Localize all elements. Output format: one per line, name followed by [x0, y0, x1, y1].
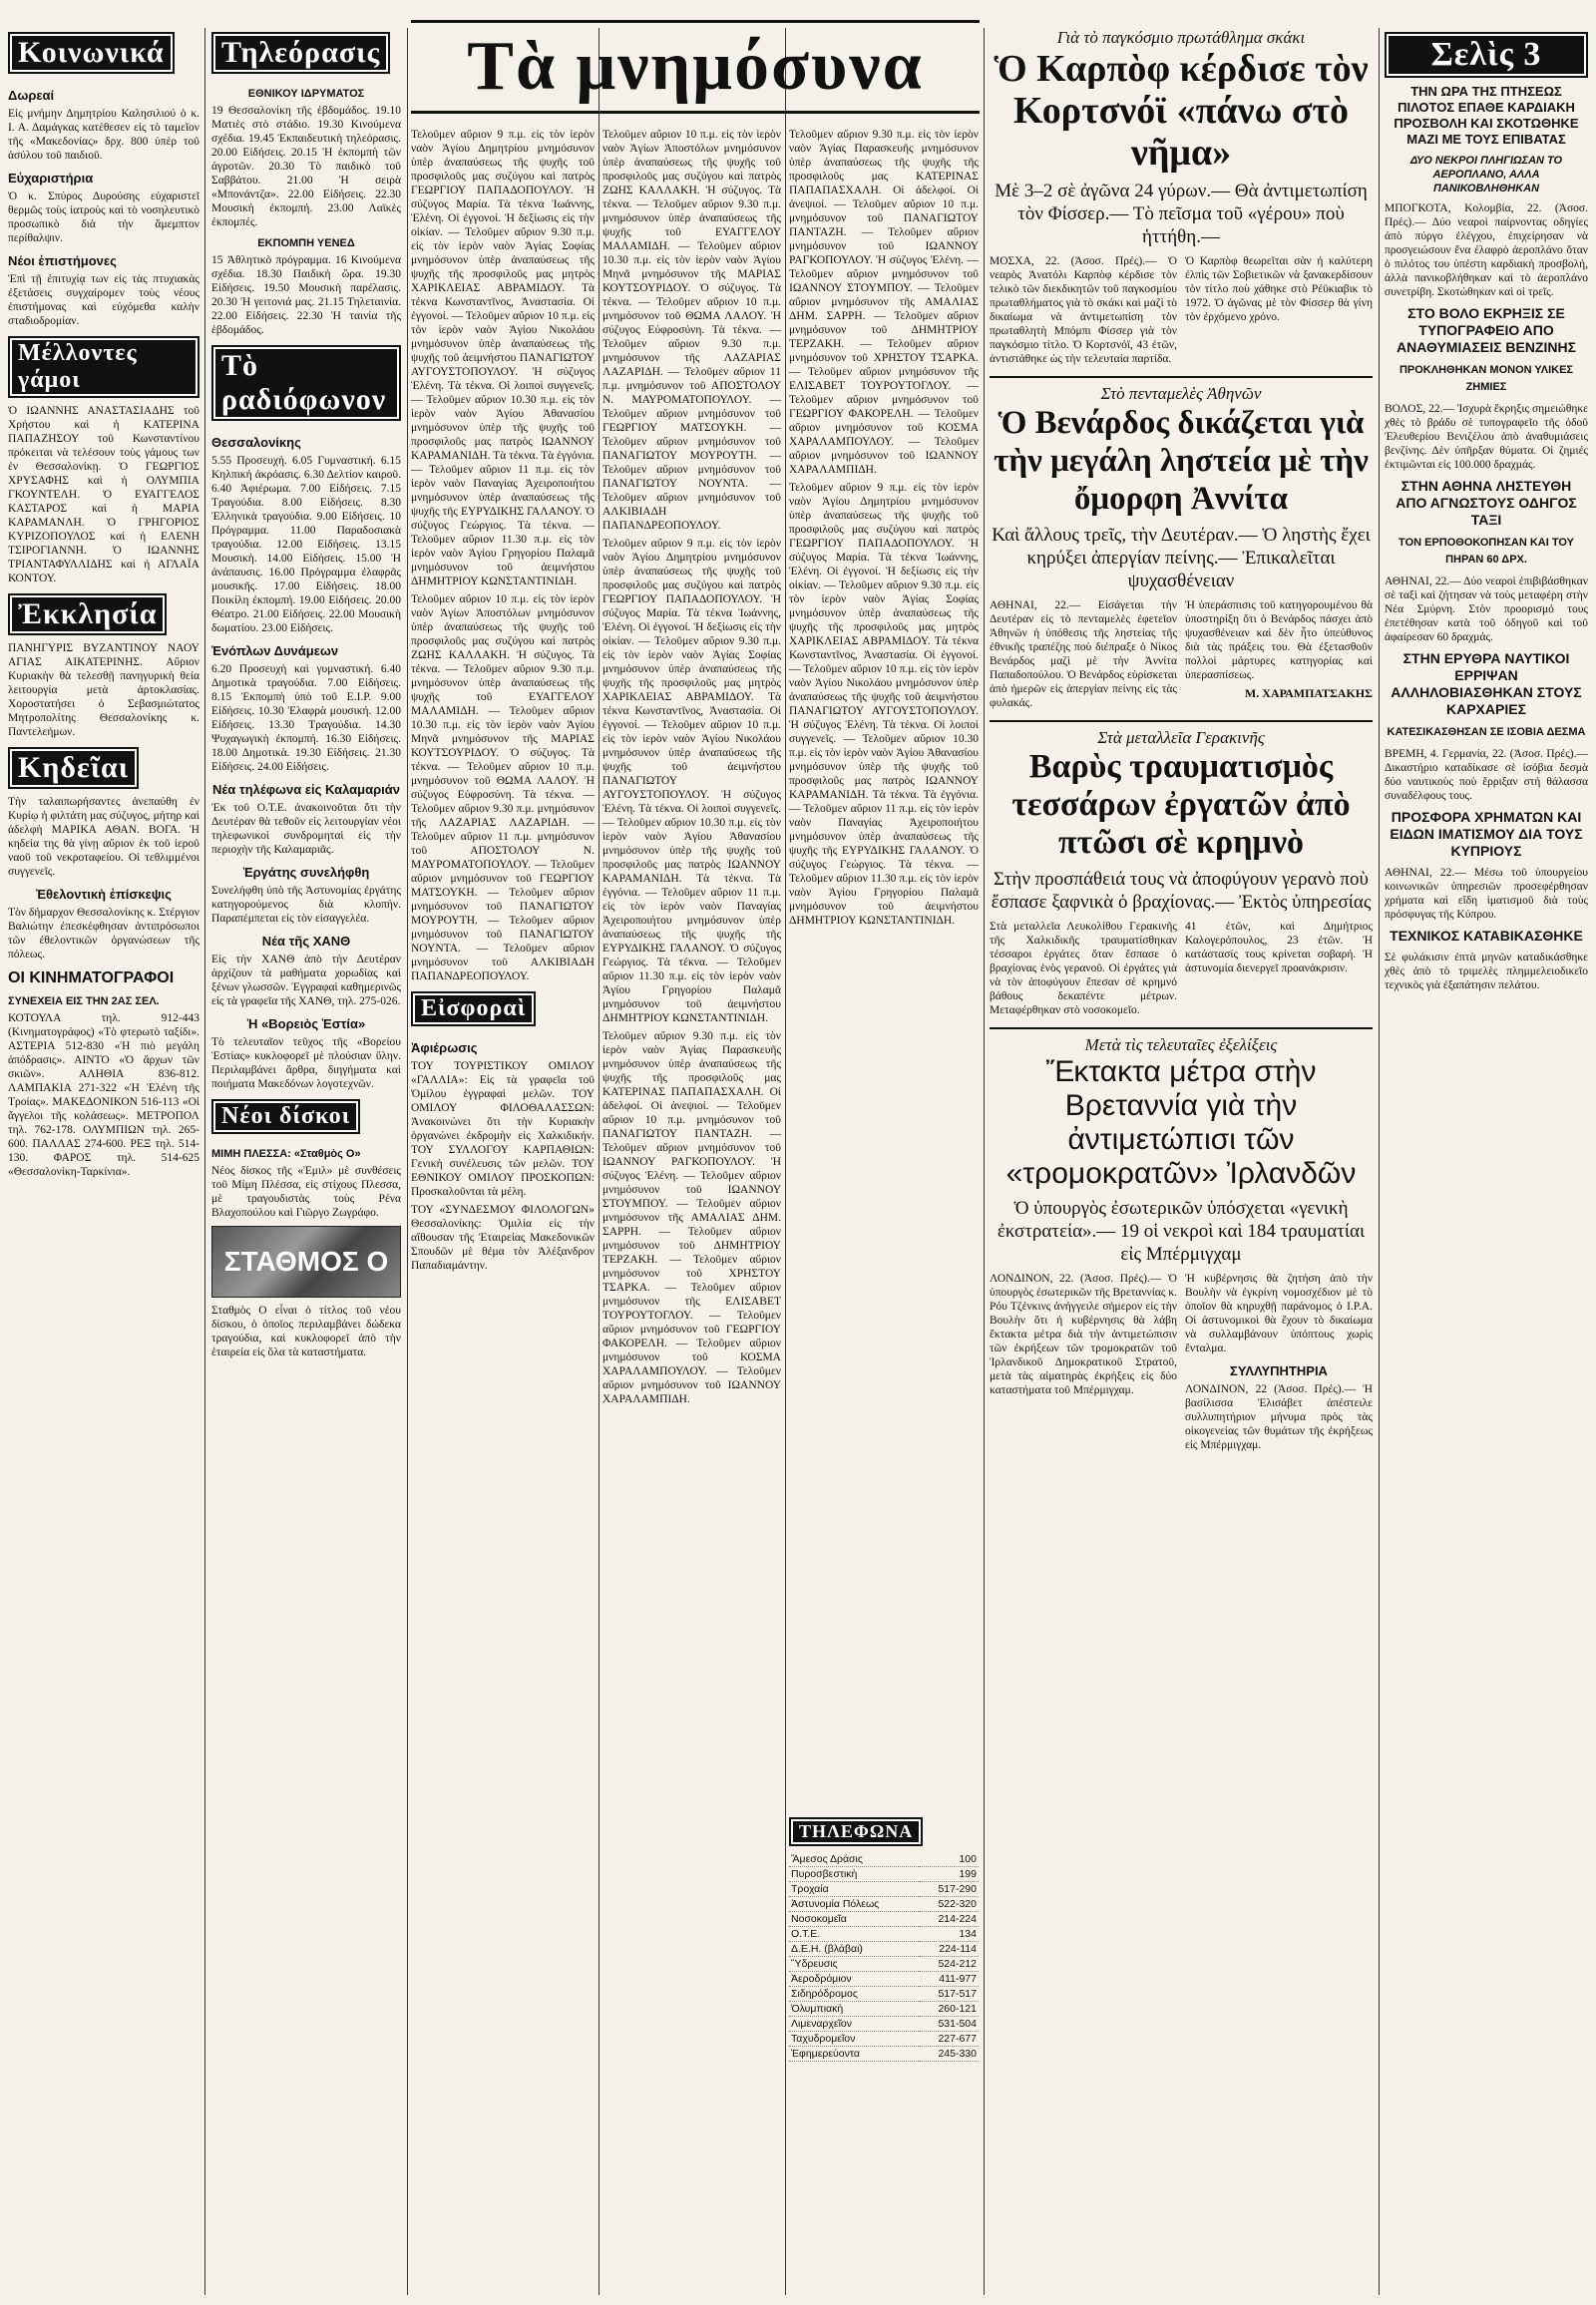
- phone-number: 224-114: [919, 1942, 979, 1957]
- article-text: Ὁ κ. Σπύρος Δυρούσης εὐχαριστεῖ θερμῶς τοὺς ἰατροὺς καὶ τὸ νοσηλευτικὸ προσωπικὸ διὰ τὴν ἄμεμπτον περίθαλψιν.: [8, 191, 200, 244]
- robbery-col2: [1185, 598, 1373, 714]
- chess-headline: Ὁ Καρπὸφ κέρδισε τὸν Κορτσνόϊ «πάνω στὸ νῆμα»: [994, 48, 1369, 174]
- britain-kicker: Μετὰ τὶς τελευταῖες ἐξελίξεις: [1084, 1035, 1278, 1054]
- phone-label: Ἄμεσος Δράσις: [789, 1852, 919, 1867]
- phone-number: 517-290: [919, 1882, 979, 1897]
- chess-kicker: Γιὰ τὸ παγκόσμιο πρωτάθλημα σκάκι: [1056, 28, 1306, 47]
- article-text: Ἐκ τοῦ Ο.Τ.Ε. ἀνακοινοῦται ὅτι τὴν Δευτέραν θὰ τεθοῦν εἰς λειτουργίαν νέοι τηλεφωνικοὶ συνδρομηταὶ εἰς τὴν περιοχὴν τῆς Καλαμαριᾶς.: [211, 802, 401, 856]
- section-subtitle: Ἀφιέρωσις: [411, 1040, 478, 1055]
- article-text: ΑΘΗΝΑΙ, 22.— Εἰσάγεται τὴν Δευτέραν εἰς τὸ πενταμελὲς ἐφετεῖον Ἀθηνῶν ἡ ὑπόθεσις τῆς ληστείας τῆς ἐθνικῆς τραπέζης ποὺ διέπραξε ὁ Νίκος Βενάρδος μαζὶ μὲ τὴν Ἀννίτα Παπαδοπούλου. Ὁ Βενάρδος εὑρίσκεται ἀπὸ ἡμερῶν εἰς ἀπεργίαν πείνης εἰς τὰς φυλακάς.: [990, 599, 1177, 709]
- britain-headline: Ἔκτακτα μέτρα στὴν Βρεταννία γιὰ τὴν ἀντιμετώπισι τῶν «τρομοκρατῶν» Ἰρλανδῶν: [1005, 1055, 1357, 1190]
- section-title: Ἐθελοντικὴ ἐπίσκεψις: [36, 887, 172, 902]
- divider: [990, 376, 1373, 378]
- memorials-title: Τὰ μνημόσυνα: [411, 20, 980, 114]
- section-title: Εὐχαριστήρια: [8, 171, 94, 186]
- byline: Μ. ΧΑΡΑΜΠΑΤΣΑΚΗΣ: [1244, 686, 1373, 700]
- phone-number: 517-517: [919, 1987, 979, 2002]
- phone-label: Σιδηρόδρομος: [789, 1987, 919, 2002]
- article-text: Ὁ ΙΩΑΝΝΗΣ ΑΝΑΣΤΑΣΙΑΔΗΣ τοῦ Χρήστου καὶ ἡ ΚΑΤΕΡΙΝΑ ΠΑΠΑΖΗΣΟΥ τοῦ Κωνσταντίνου πρόκειται νὰ τελέσουν τοὺς γάμους των ἐν Θεσσαλονίκῃ. Ὁ ΓΕΩΡΓΙΟΣ ΧΡΥΣΑΦΗΣ καὶ ἡ ΟΛΥΜΠΙΑ ΓΚΟΥΝΤΕΛΗ. Ὁ ΕΥΑΓΓΕΛΟΣ ΚΑΣΤΑΡΟΣ καὶ ἡ ΜΑΡΙΑ ΚΑΡΑΜΑΝΛΗ. Ὁ ΓΡΗΓΟΡΙΟΣ ΚΥΡΙΖΟΠΟΥΛΟΣ καὶ ἡ ΕΛΕΝΗ ΤΣΙΡΟΓΙΑΝΝΗ. Ὁ ΙΩΑΝΝΗΣ ΤΡΙΑΝΤΑΦΥΛΛΙΔΗΣ καὶ ἡ ΑΓΛΑΪΑ ΚΟΝΤΟΥ.: [8, 405, 200, 584]
- article-text: ΠΑΝΗΓΥΡΙΣ ΒΥΖΑΝΤΙΝΟΥ ΝΑΟΥ ΑΓΙΑΣ ΑΙΚΑΤΕΡΙΝΗΣ. Αὔριον Κυριακὴν θὰ τελεσθῇ πανηγυρικὴ θεία λειτουργία μετὰ ἀρτοκλασίας. Χοροστατήσει ὁ Σεβασμιώτατος Μητροπολίτης Θεσσαλονίκης κ. Παντελεήμων.: [8, 642, 200, 738]
- section-header-phones: ΤΗΛΕΦΩΝΑ: [789, 1817, 923, 1846]
- phone-number: 100: [919, 1852, 979, 1867]
- article-text: ΒΡΕΜΗ, 4. Γερμανία, 22. (Ἀσοσ. Πρές).— Δικαστήριο καταδίκασε σὲ ἰσόβια δεσμὰ δύο ναυτικοὺς ποὺ ἔρριξαν στὴ θάλασσα συναδέλφους τους.: [1385, 748, 1588, 802]
- mine-kicker: Στὰ μεταλλεῖα Γερακινῆς: [1097, 728, 1265, 747]
- phone-row: [789, 1942, 979, 1957]
- memorial-notices: Τελοῦμεν αὔριον 9 π.μ. εἰς τὸν ἱερὸν ναὸν Ἁγίου Δημητρίου μνημόσυνον ὑπὲρ ἀναπαύσεως τῆς ψυχῆς τοῦ προσφιλοῦς μας συζύγου καὶ πατρὸς ΓΕΩΡΓΙΟΥ ΠΑΠΑΔΟΠΟΥΛΟΥ. Ἡ σύζυγος Μαρία. Τὰ τέκνα Ἰωάννης, Ἑλένη. Οἱ ἐγγονοί. Ἡ δεξίωσις εἰς τὴν οἰκίαν. — Τελοῦμεν αὔριον 9.30 π.μ. εἰς τὸν ἱερὸν ναὸν Ἁγίας Σοφίας μνημόσυνον ὑπὲρ ἀναπαύσεως τῆς ψυχῆς τῆς προσφιλοῦς μας μητρὸς ΧΑΡΙΚΛΕΙΑΣ ΑΒΡΑΜΙΔΟΥ. Τὰ τέκνα Κωνσταντῖνος, Ἀναστασία. Οἱ ἐγγονοί. — Τελοῦμεν αὔριον 10 π.μ. εἰς τὸν ἱερὸν ναὸν Ἁγίου Νικολάου μνημόσυνον ὑπὲρ ἀναπαύσεως τῆς ψυχῆς τοῦ ἀειμνήστου ΠΑΝΑΓΙΩΤΟΥ ΑΥΓΟΥΣΤΟΠΟΥΛΟΥ. Ἡ σύζυγος Ἑλένη. Τὰ τέκνα. Οἱ λοιποὶ συγγενεῖς. — Τελοῦμεν αὔριον 10.30 π.μ. εἰς τὸν ἱερὸν ναὸν Ἁγίου Ἀθανασίου μνημόσυνον ὑπὲρ τῆς ψυχῆς τοῦ προσφιλοῦς μας πατρὸς ΙΩΑΝΝΟΥ ΚΑΡΑΜΑΝΙΔΗ. Τὰ τέκνα. Τὰ ἐγγόνια. — Τελοῦμεν αὔριον 11 π.μ. εἰς τὸν ἱερὸν ναὸν Παναγίας Ἀχειροποιήτου μνημόσυνον ὑπὲρ ἀναπαύσεως τῆς ψυχῆς τῆς ΕΥΡΥΔΙΚΗΣ ΓΑΛΑΝΟΥ. Ὁ σύζυγος Γεώργιος. Τὰ τέκνα. — Τελοῦμεν αὔριον 11.30 π.μ. εἰς τὸν ἱερὸν ναὸν Ἁγίου Γρηγορίου Παλαμᾶ μνημόσυνον τοῦ ἀειμνήστου ΔΗΜΗΤΡΙΟΥ ΚΩΝΣΤΑΝΤΙΝΙΔΗ.: [411, 129, 595, 587]
- brief-headline: ΤΕΧΝΙΚΟΣ ΚΑΤΑΒΙΚΑΣΘΗΚΕ: [1390, 928, 1583, 944]
- section-title: Νέοι ἐπιστήμονες: [8, 253, 117, 268]
- memorials-col-a: [411, 128, 595, 2295]
- article-text: ΛΟΝΔΙΝΟΝ, 22 (Ἀσοσ. Πρές).— Ἡ βασίλισσα Ἐλισάβετ ἀπέστειλε συλλυπητήριον μήνυμα πρὸς τὰς οἰκογενείας τῶν θυμάτων τῆς ἐκρήξεως εἰς Μπέρμιγχαμ.: [1185, 1383, 1373, 1451]
- article-text: Ἡ κυβέρνησις θὰ ζητήση ἀπὸ τὴν Βουλὴν νὰ ἐγκρίνη νομοσχέδιον μὲ τὸ ὁποῖον θὰ κηρυχθῇ παράνομος ὁ Ι.Ρ.Α. Οἱ ἀστυνομικοὶ θὰ ἔχουν τὸ δικαίωμα νὰ συλλαμβάνουν ὑπόπτους χωρὶς ἔνταλμα.: [1185, 1273, 1373, 1354]
- article-text: Τὸ τελευταῖον τεῦχος τῆς «Βορείου Ἑστίας» κυκλοφορεῖ μὲ πλούσιαν ὕλην. Περιλαμβάνει ἄρθρα, διηγήματα καὶ ποιήματα Μακεδόνων λογοτεχνῶν.: [211, 1036, 401, 1090]
- section-subtitle: ΣΥΛΛΥΠΗΤΗΡΙΑ: [1230, 1363, 1328, 1378]
- phone-row: [789, 2032, 979, 2047]
- phone-number: 134: [919, 1927, 979, 1942]
- phone-label: Ταχυδρομεῖον: [789, 2032, 919, 2047]
- chess-deck: Μὲ 3–2 σὲ ἀγῶνα 24 γύρων.— Θὰ ἀντιμετωπίση τὸν Φίσσερ.— Τὸ πεῖσμα τοῦ «γέρου» ποὺ ἡττήθη.—: [995, 181, 1368, 247]
- section-header-ekklisia: Ἐκκλησία: [8, 593, 167, 635]
- phone-label: Ὕδρευσις: [789, 1957, 919, 1972]
- phone-number: 531-504: [919, 2017, 979, 2032]
- phone-row: [789, 1927, 979, 1942]
- memorial-notices: Τελοῦμεν αὔριον 9 π.μ. εἰς τὸν ἱερὸν ναὸν Ἁγίου Δημητρίου μνημόσυνον ὑπὲρ ἀναπαύσεως τῆς ψυχῆς τοῦ προσφιλοῦς μας συζύγου καὶ πατρὸς ΓΕΩΡΓΙΟΥ ΠΑΠΑΔΟΠΟΥΛΟΥ. Ἡ σύζυγος Μαρία. Τὰ τέκνα Ἰωάννης, Ἑλένη. Οἱ ἐγγονοί. Ἡ δεξίωσις εἰς τὴν οἰκίαν. — Τελοῦμεν αὔριον 9.30 π.μ. εἰς τὸν ἱερὸν ναὸν Ἁγίας Σοφίας μνημόσυνον ὑπὲρ ἀναπαύσεως τῆς ψυχῆς τῆς προσφιλοῦς μας μητρὸς ΧΑΡΙΚΛΕΙΑΣ ΑΒΡΑΜΙΔΟΥ. Τὰ τέκνα Κωνσταντῖνος, Ἀναστασία. Οἱ ἐγγονοί. — Τελοῦμεν αὔριον 10 π.μ. εἰς τὸν ἱερὸν ναὸν Ἁγίου Νικολάου μνημόσυνον ὑπὲρ ἀναπαύσεως τῆς ψυχῆς τοῦ ἀειμνήστου ΠΑΝΑΓΙΩΤΟΥ ΑΥΓΟΥΣΤΟΠΟΥΛΟΥ. Ἡ σύζυγος Ἑλένη. Τὰ τέκνα. Οἱ λοιποὶ συγγενεῖς. — Τελοῦμεν αὔριον 10.30 π.μ. εἰς τὸν ἱερὸν ναὸν Ἁγίου Ἀθανασίου μνημόσυνον ὑπὲρ τῆς ψυχῆς τοῦ προσφιλοῦς μας πατρὸς ΙΩΑΝΝΟΥ ΚΑΡΑΜΑΝΙΔΗ. Τὰ τέκνα. Τὰ ἐγγόνια. — Τελοῦμεν αὔριον 11 π.μ. εἰς τὸν ἱερὸν ναὸν Παναγίας Ἀχειροποιήτου μνημόσυνον ὑπὲρ ἀναπαύσεως τῆς ψυχῆς τῆς ΕΥΡΥΔΙΚΗΣ ΓΑΛΑΝΟΥ. Ὁ σύζυγος Γεώργιος. Τὰ τέκνα. — Τελοῦμεν αὔριον 11.30 π.μ. εἰς τὸν ἱερὸν ναὸν Ἁγίου Γρηγορίου Παλαμᾶ μνημόσυνον τοῦ ἀειμνήστου ΔΗΜΗΤΡΙΟΥ ΚΩΝΣΤΑΝΤΙΝΙΔΗ.: [602, 538, 781, 1024]
- phone-row: [789, 2047, 979, 2062]
- column-news: [990, 28, 1373, 2295]
- phone-row: [789, 1867, 979, 1882]
- section-title: Δωρεαί: [8, 88, 55, 103]
- article-text: Εἰς μνήμην Δημητρίου Καλησιλιού ὁ κ. Ι. Α. Δαμάγκας κατέθεσεν εἰς τὸ ταμεῖον τῆς «Μακεδονίας» δρχ. 800 ὑπὲρ τοῦ ἀσύλου τοῦ παιδιοῦ.: [8, 108, 200, 162]
- article-text: Ἐπὶ τῇ ἐπιτυχίᾳ των εἰς τὰς πτυχιακὰς ἐξετάσεις συγχαίρομεν τοὺς νέους ἐπιστήμονας καὶ εὐχόμεθα καλὴν σταδιοδρομίαν.: [8, 273, 200, 327]
- article-text: 15 Ἀθλητικὸ πρόγραμμα. 16 Κινούμενα σχέδια. 18.30 Παιδικὴ ὥρα. 19.30 Εἰδήσεις. 19.50 Μουσικὴ παρέλασις. 20.30 Ἡ γειτονιά μας. 21.15 Τηλεταινία. 22.00 Εἰδήσεις. 22.30 Ἡ ταινία τῆς ἑβδομάδος.: [211, 254, 401, 336]
- article-text: 6.20 Προσευχὴ καὶ γυμναστική. 6.40 Δημοτικὰ τραγούδια. 7.00 Εἰδήσεις. 8.15 Ἐκπομπὴ ὑπὸ τοῦ Ε.Ι.Ρ. 9.00 Εἰδήσεις. 10.30 Ἐλαφρὰ μουσική. 12.00 Εἰδήσεις. 13.30 Τραγούδια. 14.30 Ψυχαγωγικὴ ἐκπομπή. 16.30 Εἰδήσεις. 18.00 Δημοτικὰ. 19.30 Εἰδήσεις. 21.30 Εἰδήσεις. 24.00 Εἰδήσεις.: [211, 663, 401, 773]
- brief-headline: ΠΡΟΣΦΟΡΑ ΧΡΗΜΑΤΩΝ ΚΑΙ ΕΙΔΩΝ ΙΜΑΤΙΣΜΟΥ ΔΙΑ ΤΟΥΣ ΚΥΠΡΙΟΥΣ: [1390, 809, 1583, 859]
- section-header-kideies: Κηδεῖαι: [8, 747, 139, 789]
- article-text: Ὁ Καρπὸφ θεωρεῖται σὰν ἡ καλύτερη ἐλπὶς τῶν Σοβιετικῶν νὰ ξανακερδίσουν τὸν τίτλο ποὺ χάθηκε στὸ Ρέϋκιαβικ τὸ 1972. Ὁ ἀγῶνας μὲ τὸν Φίσσερ θὰ γίνη τὸν ἐρχόμενο χρόνο.: [1185, 255, 1373, 323]
- divider: [990, 1027, 1373, 1029]
- brief-headline: ΣΤΗΝ ΑΘΗΝΑ ΛΗΣΤΕΥΘΗ ΑΠΟ ΑΓΝΩΣΤΟΥΣ ΟΔΗΓΟΣ ΤΑΞΙ: [1396, 478, 1577, 528]
- phone-label: Ἀεροδρόμιον: [789, 1972, 919, 1987]
- brief-subhead: ΚΑΤΕΣΙΚΑΣΘΗΣΑΝ ΣΕ ΙΣΟΒΙΑ ΔΕΣΜΑ: [1387, 726, 1586, 738]
- article-text: ΜΠΟΓΚΟΤΑ, Κολομβία, 22. (Ἀσοσ. Πρές).— Δύο νεαροὶ παίρνοντας οδηγίες ἀπὸ πύργο ἐλέγχου, ἐπιχείρησαν νὰ προσγειώσουν ἕνα ἐλαφρὸ ἀεροπλάνο ὅταν ὁ πιλότος του ὑπέστη καρδιακὴ προσβολή, ἀλλὰ πανικοβλήθηκαν καὶ τὸ ἀεροπλάνο συνετρίβη. Σκοτώθηκαν καὶ οἱ τρεῖς.: [1385, 202, 1588, 298]
- memorial-notices: Τελοῦμεν αὔριον 10 π.μ. εἰς τὸν ἱερὸν ναὸν Ἁγίων Ἀποστόλων μνημόσυνον ὑπὲρ ἀναπαύσεως τῆς ψυχῆς τοῦ προσφιλοῦς μας συζύγου καὶ πατρὸς ΖΩΗΣ ΚΑΛΛΑΚΗ. Ἡ σύζυγος. Τὰ τέκνα. — Τελοῦμεν αὔριον 9.30 π.μ. μνημόσυνον ὑπὲρ ἀναπαύσεως τῆς ψυχῆς τοῦ ΕΥΑΓΓΕΛΟΥ ΜΑΛΑΜΙΔΗ. — Τελοῦμεν αὔριον 10.30 π.μ. εἰς τὸν ἱερὸν ναὸν Ἁγίου Μηνᾶ μνημόσυνον τῆς ΜΑΡΙΑΣ ΚΟΥΤΣΟΥΡΙΔΟΥ. Ὁ σύζυγος. Τὰ τέκνα. — Τελοῦμεν αὔριον 10 π.μ. μνημόσυνον τοῦ ΘΩΜΑ ΛΑΛΟΥ. Ἡ σύζυγος Εὐφροσύνη. Τὰ τέκνα. — Τελοῦμεν αὔριον 9.30 π.μ. μνημόσυνον τῆς ΛΑΖΑΡΙΑΣ ΛΑΖΑΡΙΔΗ. — Τελοῦμεν αὔριον 11 π.μ. μνημόσυνον τοῦ ΑΠΟΣΤΟΛΟΥ Ν. ΜΑΥΡΟΜΑΤΟΠΟΥΛΟΥ. — Τελοῦμεν αὔριον μνημόσυνον τοῦ ΓΕΩΡΓΙΟΥ ΜΑΤΣΟΥΚΗ. — Τελοῦμεν αὔριον μνημόσυνον τοῦ ΠΑΝΑΓΙΩΤΟΥ ΜΟΥΡΟΥΤΗ. — Τελοῦμεν αὔριον μνημόσυνον τοῦ ΠΑΝΑΓΙΩΤΟΥ ΝΟΥΝΤΑ. — Τελοῦμεν αὔριον μνημόσυνον τοῦ ΑΛΚΙΒΙΑΔΗ ΠΑΠΑΝΔΡΕΟΠΟΥΛΟΥ.: [411, 593, 595, 982]
- article-text: Τὴν ταλαιπωρήσαντες ἀνεπαύθη ἐν Κυρίῳ ἡ φιλτάτη μας σύζυγος, μήτηρ καὶ ἀδελφὴ ΜΑΡΙΚΑ ΑΘΑΝ. ΒΟΓΑ. Ἡ κηδεία της θὰ γίνῃ αὔριον ἐκ τοῦ ἱεροῦ ναοῦ τοῦ νεκροταφείου. Οἱ τεθλιμμένοι συγγενεῖς.: [8, 796, 200, 878]
- article-text: ΛΟΝΔΙΝΟΝ, 22. (Ἀσοσ. Πρές).— Ὁ ὑπουργὸς ἐσωτερικῶν τῆς Βρεταννίας κ. Ρόυ Τζένκινς ἀνήγγειλε σήμερον εἰς τὴν Βουλὴν ὅτι ἡ κυβέρνησις θὰ λάβη ἔκτακτα μέτρα διὰ τὴν ἀντιμετώπισιν τῶν ἐκρήξεων τῶν τρομοκρατῶν τοῦ Ἰρλανδικοῦ Δημοκρατικοῦ Στρατοῦ, μετὰ τὰς αἱματηρὰς ἐκρήξεις εἰς δύο καταστήματα τοῦ Μπέρμιγχαμ.: [990, 1273, 1177, 1396]
- article-text: Σὲ φυλάκισιν ἐπτὰ μηνῶν καταδικάσθηκε χθὲς ἀπὸ τὸ τριμελὲς πλημμελειοδικεῖο τεχνικὸς γιὰ ἐξαπάτησιν πελάτου.: [1385, 952, 1588, 991]
- column-tv-radio: [211, 28, 401, 2295]
- britain-body: [990, 1272, 1373, 1456]
- phone-row: [789, 2017, 979, 2032]
- memorial-notices: Τελοῦμεν αὔριον 9 π.μ. εἰς τὸν ἱερὸν ναὸν Ἁγίου Δημητρίου μνημόσυνον ὑπὲρ ἀναπαύσεως τῆς ψυχῆς τοῦ προσφιλοῦς μας συζύγου καὶ πατρὸς ΓΕΩΡΓΙΟΥ ΠΑΠΑΔΟΠΟΥΛΟΥ. Ἡ σύζυγος Μαρία. Τὰ τέκνα Ἰωάννης, Ἑλένη. Οἱ ἐγγονοί. Ἡ δεξίωσις εἰς τὴν οἰκίαν. — Τελοῦμεν αὔριον 9.30 π.μ. εἰς τὸν ἱερὸν ναὸν Ἁγίας Σοφίας μνημόσυνον ὑπὲρ ἀναπαύσεως τῆς ψυχῆς τῆς προσφιλοῦς μας μητρὸς ΧΑΡΙΚΛΕΙΑΣ ΑΒΡΑΜΙΔΟΥ. Τὰ τέκνα Κωνσταντῖνος, Ἀναστασία. Οἱ ἐγγονοί. — Τελοῦμεν αὔριον 10 π.μ. εἰς τὸν ἱερὸν ναὸν Ἁγίου Νικολάου μνημόσυνον ὑπὲρ ἀναπαύσεως τῆς ψυχῆς τοῦ ἀειμνήστου ΠΑΝΑΓΙΩΤΟΥ ΑΥΓΟΥΣΤΟΠΟΥΛΟΥ. Ἡ σύζυγος Ἑλένη. Τὰ τέκνα. Οἱ λοιποὶ συγγενεῖς. — Τελοῦμεν αὔριον 10.30 π.μ. εἰς τὸν ἱερὸν ναὸν Ἁγίου Ἀθανασίου μνημόσυνον ὑπὲρ τῆς ψυχῆς τοῦ προσφιλοῦς μας πατρὸς ΙΩΑΝΝΟΥ ΚΑΡΑΜΑΝΙΔΗ. Τὰ τέκνα. Τὰ ἐγγόνια. — Τελοῦμεν αὔριον 11 π.μ. εἰς τὸν ἱερὸν ναὸν Παναγίας Ἀχειροποιήτου μνημόσυνον ὑπὲρ ἀναπαύσεως τῆς ψυχῆς τῆς ΕΥΡΥΔΙΚΗΣ ΓΑΛΑΝΟΥ. Ὁ σύζυγος Γεώργιος. Τὰ τέκνα. — Τελοῦμεν αὔριον 11.30 π.μ. εἰς τὸν ἱερὸν ναὸν Ἁγίου Γρηγορίου Παλαμᾶ μνημόσυνον τοῦ ἀειμνήστου ΔΗΜΗΤΡΙΟΥ ΚΩΝΣΤΑΝΤΙΝΙΔΗ.: [789, 482, 979, 927]
- mine-deck: Στὴν προσπάθειά τους νὰ ἀποφύγουν γερανὸ ποὺ ἔσπασε ξαφνικὰ ὁ βραχίονας.— Ἐκτὸς ὑπηρεσίας: [991, 869, 1372, 913]
- article-text: ΒΟΛΟΣ, 22.— Ἰσχυρὰ ἔκρηξις σημειώθηκε χθὲς τὸ βράδυ σὲ τυπογραφεῖο τῆς ὁδοῦ Ἐλευθερίου Βενιζέλου ἀπὸ ἀναθυμιάσεις βενζίνης. Δὲν ὑπῆρξαν θύματα. Οἱ ζημιές ἐκτιμῶνται εἰς 100.000 δραχμάς.: [1385, 403, 1588, 471]
- phones-box: [789, 1813, 979, 2062]
- article-text: ΤΟΥ «ΣΥΝΔΕΣΜΟΥ ΦΙΛΟΛΟΓΩΝ» Θεσσαλονίκης: Ὁμιλία εἰς τὴν αἴθουσαν τῆς Ἑταιρείας Μακεδονικῶν Σπουδῶν μὲ θέμα τὸν Ἀλέξανδρον Παπαδιαμάντην.: [411, 1204, 595, 1272]
- phone-number: 199: [919, 1867, 979, 1882]
- section-title: Νέα τηλέφωνα εἰς Καλαμαριάν: [212, 782, 400, 797]
- article-text: 5.55 Προσευχή. 6.05 Γυμναστική. 6.15 Κηλπική ἀκρόασις. 6.30 Δελτίον καιροῦ. 6.40 Ἀφιέρωμα. 7.00 Εἰδήσεις. 7.15 Τραγούδια. 8.00 Εἰδήσεις. 8.30 Ἑλληνικὰ τραγούδια. 9.00 Εἰδήσεις. 10 Πρόγραμμα. 11.00 Παραδοσιακὰ τραγούδια. 12.00 Εἰδήσεις. 13.15 Μουσικὴ. 14.00 Εἰδήσεις. 15.00 Ἡ ἀνάπαυσις. 16.00 Πρόγραμμα ἐλαφρᾶς μουσικῆς. 17.00 Εἰδήσεις. 18.00 Ποικίλη ἐκπομπή. 19.00 Εἰδήσεις. 20.00 Θέατρο. 21.00 Εἰδήσεις. 22.00 Μουσικὴ δωματίου. 23.00 Εἰδήσεις.: [211, 455, 401, 634]
- phone-label: Ο.Τ.Ε.: [789, 1927, 919, 1942]
- phone-row: [789, 1957, 979, 1972]
- phone-row: [789, 1882, 979, 1897]
- article-text: Σταθμὸς Ο εἶναι ὁ τίτλος τοῦ νέου δίσκου, ὁ ὁποῖος περιλαμβάνει δώδεκα τραγούδια, καὶ κυκλοφορεῖ ἀπὸ τὴν ἑταιρεία εἰς ὅλα τὰ καταστήματα.: [211, 1305, 401, 1358]
- section-subtitle: ΕΘΝΙΚΟΥ ΙΔΡΥΜΑΤΟΣ: [247, 88, 365, 100]
- brief-subhead: ΠΡΟΚΛΗΘΗΚΑΝ ΜΟΝΟΝ ΥΛΙΚΕΣ ΖΗΜΙΕΣ: [1398, 364, 1574, 393]
- phone-number: 245-330: [919, 2047, 979, 2062]
- section-subtitle: Ἐνόπλων Δυνάμεων: [211, 643, 339, 658]
- phone-row: [789, 2002, 979, 2017]
- phone-label: Πυροσβεστικὴ: [789, 1867, 919, 1882]
- memorials-col-b: [602, 128, 781, 2295]
- robbery-deck: Καὶ ἄλλους τρεῖς, τὴν Δευτέραν.— Ὁ ληστὴς ἔχει κηρύξει ἀπεργίαν πείνης.— Ἐπικαλεῖται ψυχασθένειαν: [992, 525, 1371, 591]
- lead-subhead: ΔΥΟ ΝΕΚΡΟΙ ΠΛΗΓΙΩΣΑΝ ΤΟ ΑΕΡΟΠΛΑΝΟ, ΑΛΛΑ ΠΑΝΙΚΟΒΛΗΘΗΚΑΝ: [1409, 155, 1563, 194]
- cinema-listings: ΚΟΤΟΥΛΑ τηλ. 912-443 (Κινηματογράφος) «Τὸ φτερωτὸ ταξίδι». ΑΣΤΕΡΙΑ 512-830 «Ἡ πιὸ μεγάλη ἀπόδρασις». ΑΙΝΤΟ «Ὁ ἄρχων τῶν σκιῶν». ΑΛΗΘΙΑ 836-812. ΛΑΜΠΑΚΙΑ 271-322 «Ἡ Ἑλένη τῆς Τροίας». ΜΑΚΕΔΟΝΙΚΟΝ 516-113 «Οἱ ἄγγελοι τῆς κολάσεως». ΜΕΤΡΟΠΟΛ τηλ. 762-178. ΟΛΥΜΠΙΩΝ τηλ. 265-600. ΠΑΛΛΑΣ 274-600. ΡΕΞ τηλ. 514-130. ΦΑΡΟΣ τηλ. 514-625 «Θεσσαλονίκη-Ταρκίνια».: [8, 1012, 200, 1178]
- phone-number: 411-977: [919, 1972, 979, 1987]
- phone-number: 227-677: [919, 2032, 979, 2047]
- chess-body: [990, 254, 1373, 370]
- phone-row: [789, 1897, 979, 1912]
- mine-headline: Βαρὺς τραυματισμὸς τεσσάρων ἐργατῶν ἀπὸ πτῶσι σὲ κρημνὸ: [1011, 748, 1351, 861]
- phone-number: 522-320: [919, 1897, 979, 1912]
- article-text: ΜΟΣΧΑ, 22. (Ἀσοσ. Πρές).— Ὁ νεαρὸς Ἀνατόλι Καρπὸφ κέρδισε τὸν τελικὸ τῶν διεκδικητῶν τοῦ παγκοσμίου πρωταθλήματος γιὰ τὸ σκάκι καὶ μαζὶ τὸ δικαίωμα νὰ ἀντιμετωπίση τὸν πρωταθλητὴ Μπόμπι Φίσσερ γιὰ τὸν παγκόσμιο τίτλο. Ὁ Κορτσνόϊ, 43 ἐτῶν, ἀντιστάθηκε ὡς τὴν τελευταία παρτίδα.: [990, 255, 1177, 365]
- section-header-tileorasis: Τηλεόρασις: [211, 32, 390, 74]
- record-cover-photo: ΣΤΑΘΜΟΣ Ο: [211, 1226, 401, 1298]
- section-header-mellontes: Μέλλοντες γάμοι: [8, 336, 200, 398]
- brief-headline: ΣΤΗΝ ΕΡΥΘΡΑ ΝΑΥΤΙΚΟΙ ΕΡΡΙΨΑΝ ΑΛΛΗΛΟΒΙΑΣΘΗΚΑΝ ΣΤΟΥΣ ΚΑΡΧΑΡΙΕΣ: [1391, 650, 1582, 717]
- phone-row: [789, 1987, 979, 2002]
- mine-body: [990, 920, 1373, 1021]
- phone-label: Λιμεναρχεῖον: [789, 2017, 919, 2032]
- phone-label: Ὀλυμπιακὴ: [789, 2002, 919, 2017]
- phone-row: [789, 1912, 979, 1927]
- phone-row: [789, 1852, 979, 1867]
- section-header-eisforai: Εἰσφοραὶ: [411, 991, 536, 1026]
- britain-col2: [1185, 1272, 1373, 1456]
- section-header-radio: Τὸ ραδιόφωνον: [211, 345, 401, 421]
- page-number-banner: Σελὶς 3: [1385, 32, 1588, 78]
- article-text: ΑΘΗΝΑΙ, 22.— Δύο νεαροὶ ἐπιβιβάσθηκαν σὲ ταξὶ καὶ ζήτησαν νὰ τοὺς μεταφέρη στὴν Νέα Σμύρνη. Στὸν προορισμό τους ἐπετέθησαν κατὰ τοῦ ὁδηγοῦ καὶ τοῦ ἀφαίρεσαν 60 δραχμάς.: [1385, 576, 1588, 643]
- column-briefs: [1385, 28, 1588, 2295]
- section-title-cinemas: ΟΙ ΚΙΝΗΜΑΤΟΓΡΑΦΟΙ: [8, 969, 175, 986]
- memorial-notices: Τελοῦμεν αὔριον 9.30 π.μ. εἰς τὸν ἱερὸν ναὸν Ἁγίας Παρασκευῆς μνημόσυνον ὑπὲρ ἀναπαύσεως τῆς ψυχῆς τῆς προσφιλοῦς μας ΚΑΤΕΡΙΝΑΣ ΠΑΠΑΠΑΣΧΑΛΗ. Οἱ ἀδελφοί. Οἱ ἀνεψιοί. — Τελοῦμεν αὔριον 10 π.μ. μνημόσυνον τοῦ ΠΑΝΑΓΙΩΤΟΥ ΠΑΝΤΑΖΗ. — Τελοῦμεν αὔριον μνημόσυνον τοῦ ΙΩΑΝΝΟΥ ΡΑΓΚΟΠΟΥΛΟΥ. Ἡ σύζυγος Ἑλένη. — Τελοῦμεν αὔριον μνημόσυνον τοῦ ΙΩΑΝΝΟΥ ΣΤΟΥΜΠΟΥ. — Τελοῦμεν αὔριον μνημόσυνον τῆς ΑΜΑΛΙΑΣ ΔΗΜ. ΣΑΡΡΗ. — Τελοῦμεν αὔριον μνημόσυνον τοῦ ΔΗΜΗΤΡΙΟΥ ΤΕΡΖΑΚΗ. — Τελοῦμεν αὔριον μνημόσυνον τοῦ ΧΡΗΣΤΟΥ ΤΣΑΡΚΑ. — Τελοῦμεν αὔριον μνημόσυνον τῆς ΕΛΙΣΑΒΕΤ ΤΟΥΡΟΥΤΟΓΛΟΥ. — Τελοῦμεν αὔριον μνημόσυνον τοῦ ΓΕΩΡΓΙΟΥ ΦΑΚΟΡΕΛΗ. — Τελοῦμεν αὔριον μνημόσυνον τοῦ ΚΟΣΜΑ ΧΑΡΑΛΑΜΠΟΥΛΟΥ. — Τελοῦμεν αὔριον μνημόσυνον τοῦ ΙΩΑΝΝΟΥ ΧΑΡΑΛΑΜΠΙΔΗ.: [789, 129, 979, 476]
- phone-number: 524-212: [919, 1957, 979, 1972]
- phones-table: [789, 1852, 979, 2062]
- divider: [990, 720, 1373, 722]
- phone-row: [789, 1972, 979, 1987]
- section-subtitle: ΕΚΠΟΜΠΗ ΥΕΝΕΔ: [257, 237, 355, 249]
- brief-headline: ΣΤΟ ΒΟΛΟ ΕΚΡΗΞΙΣ ΣΕ ΤΥΠΟΓΡΑΦΕΙΟ ΑΠΟ ΑΝΑΘΥΜΙΑΣΕΙΣ ΒΕΝΖΙΝΗΣ: [1396, 305, 1576, 355]
- article-text: ΑΘΗΝΑΙ, 22.— Μέσω τοῦ ὑπουργείου κοινωνικῶν ὑπηρεσιῶν προσεφέρθησαν χρήματα καὶ εἴδη ἱματισμοῦ διὰ τοὺς πρόσφυγας τῆς Κύπρου.: [1385, 867, 1588, 921]
- phone-label: Ἀστυνομία Πόλεως: [789, 1897, 919, 1912]
- robbery-headline: Ὁ Βενάρδος δικάζεται γιὰ τὴν μεγάλη ληστεία μὲ τὴν ὄμορφη Ἀννίτα: [994, 405, 1369, 517]
- article-text: Νέος δίσκος τῆς «Ἐμιλ» μὲ συνθέσεις τοῦ Μίμη Πλέσσα, εἰς στίχους Πλεσσα, μὲ τραγουδιστὰς τοὺς Ρένα Βλαχοπούλου καὶ Γιῶργο Ζωγράφο.: [211, 1165, 401, 1219]
- phone-label: Νοσοκομεῖα: [789, 1912, 919, 1927]
- article-text: ΤΟΥ ΤΟΥΡΙΣΤΙΚΟΥ ΟΜΙΛΟΥ «ΓΑΛΛΙΑ»: Εἰς τὰ γραφεῖα τοῦ Ὁμίλου ἐγγραφαὶ μελῶν. ΤΟΥ ΟΜΙΛΟΥ ΦΙΛΟΘΑΛΑΣΣΩΝ: Ἀνακοινώνει ὅτι τὴν Κυριακὴν ὀργανώνει ἐκδρομὴν εἰς Χαλκιδικήν. ΤΟΥ ΣΥΛΛΟΓΟΥ ΚΑΡΠΑΘΙΩΝ: Γενικὴ συνέλευσις τῶν μελῶν. ΤΟΥ ΕΘΝΙΚΟΥ ΟΜΙΛΟΥ ΠΡΟΣΚΟΠΩΝ: Προσκαλοῦνται τὰ μέλη.: [411, 1060, 595, 1198]
- article-text: 41 ἐτῶν, καὶ Δημήτριος Καλογερόπουλος, 23 ἐτῶν. Ἡ κατάστασίς τους κρίνεται σοβαρή. Ἡ ἀστυνομία διενεργεῖ προανάκρισιν.: [1185, 921, 1373, 974]
- section-title: Ἐργάτης συνελήφθη: [242, 865, 370, 880]
- memorial-notices: Τελοῦμεν αὔριον 9.30 π.μ. εἰς τὸν ἱερὸν ναὸν Ἁγίας Παρασκευῆς μνημόσυνον ὑπὲρ ἀναπαύσεως τῆς ψυχῆς τῆς προσφιλοῦς μας ΚΑΤΕΡΙΝΑΣ ΠΑΠΑΠΑΣΧΑΛΗ. Οἱ ἀδελφοί. Οἱ ἀνεψιοί. — Τελοῦμεν αὔριον 10 π.μ. μνημόσυνον τοῦ ΠΑΝΑΓΙΩΤΟΥ ΠΑΝΤΑΖΗ. — Τελοῦμεν αὔριον μνημόσυνον τοῦ ΙΩΑΝΝΟΥ ΡΑΓΚΟΠΟΥΛΟΥ. Ἡ σύζυγος Ἑλένη. — Τελοῦμεν αὔριον μνημόσυνον τοῦ ΙΩΑΝΝΟΥ ΣΤΟΥΜΠΟΥ. — Τελοῦμεν αὔριον μνημόσυνον τῆς ΑΜΑΛΙΑΣ ΔΗΜ. ΣΑΡΡΗ. — Τελοῦμεν αὔριον μνημόσυνον τοῦ ΔΗΜΗΤΡΙΟΥ ΤΕΡΖΑΚΗ. — Τελοῦμεν αὔριον μνημόσυνον τοῦ ΧΡΗΣΤΟΥ ΤΣΑΡΚΑ. — Τελοῦμεν αὔριον μνημόσυνον τῆς ΕΛΙΣΑΒΕΤ ΤΟΥΡΟΥΤΟΓΛΟΥ. — Τελοῦμεν αὔριον μνημόσυνον τοῦ ΓΕΩΡΓΙΟΥ ΦΑΚΟΡΕΛΗ. — Τελοῦμεν αὔριον μνημόσυνον τοῦ ΚΟΣΜΑ ΧΑΡΑΛΑΜΠΟΥΛΟΥ. — Τελοῦμεν αὔριον μνημόσυνον τοῦ ΙΩΑΝΝΟΥ ΧΑΡΑΛΑΜΠΙΔΗ.: [602, 1030, 781, 1405]
- section-subtitle: ΣΥΝΕΧΕΙΑ ΕΙΣ ΤΗΝ 2ΑΣ ΣΕΛ.: [8, 995, 160, 1007]
- article-text: 19 Θεσσαλονίκη τῆς ἑβδομάδος. 19.10 Ματιὲς στὸ στάδιο. 19.30 Κινούμενα σχέδια. 19.45 Ἐκπαιδευτικὴ τηλεόρασις. 20.00 Εἰδήσεις. 20.15 Ἡ ἐκπομπὴ τῶν ἀγροτῶν. 20.30 Τὸ παιδικὸ τοῦ Σαββάτου. 21.00 Ἡ σειρὰ «Μπονάντζα». 22.00 Εἰδήσεις. 22.30 Μουσικὴ ἐκπομπή. 23.00 Λαϊκὲς ἐκπομπές.: [211, 105, 401, 228]
- section-subtitle: Θεσσαλονίκης: [211, 435, 301, 450]
- section-header-diskoi: Νέοι δίσκοι: [211, 1099, 360, 1134]
- robbery-body: [990, 598, 1373, 714]
- section-subtitle: ΜΙΜΗ ΠΛΕΣΣΑ: «Σταθμὸς Ο»: [211, 1148, 361, 1160]
- section-title: Ἡ «Βορειὸς Ἑστία»: [246, 1016, 366, 1031]
- britain-deck: Ὁ ὑπουργὸς ἐσωτερικῶν ὑπόσχεται «γενικὴ ἐκστρατεία».— 19 οἱ νεκροὶ καὶ 184 τραυματίαι εἰς Μπέρμιγχαμ: [997, 1198, 1366, 1265]
- phone-label: Ἐφημερεύοντα: [789, 2047, 919, 2062]
- lead-headline: ΤΗΝ ΩΡΑ ΤΗΣ ΠΤΗΣΕΩΣ ΠΙΛΟΤΟΣ ΕΠΑΘΕ ΚΑΡΔΙΑΚΗ ΠΡΟΣΒΟΛΗ ΚΑΙ ΣΚΟΤΩΘΗΚΕ ΜΑΖΙ ΜΕ ΤΟΥΣ ΕΠΙΒΑΤΑΣ: [1394, 84, 1579, 147]
- phone-label: Τροχαία: [789, 1882, 919, 1897]
- phone-number: 260-121: [919, 2002, 979, 2017]
- article-text: Εἰς τὴν ΧΑΝΘ ἀπὸ τὴν Δευτέραν ἀρχίζουν τὰ μαθήματα χορωδίας καὶ ξένων γλωσσῶν. Ἐγγραφαὶ καθημερινῶς εἰς τὰ γραφεῖα τῆς ΧΑΝΘ, τηλ. 275-026.: [211, 954, 401, 1007]
- article-text: Ἡ ὑπεράσπισις τοῦ κατηγορουμένου θὰ ὑποστηρίξη ὅτι ὁ Βενάρδος πάσχει ἀπὸ ψυχασθένειαν καὶ δὲν ἦτο ὑπεύθυνος διὰ τὰς πράξεις του. Θὰ ἐξετασθοῦν πολλοὶ μάρτυρες κατηγορίας καὶ ὑπερασπίσεως.: [1185, 599, 1373, 681]
- article-text: Στὰ μεταλλεῖα Λευκολίθου Γερακινῆς τῆς Χαλκιδικῆς τραυματίσθηκαν τέσσαροι ἐργάτες ὅταν ἔσπασε ὁ βραχίονας ἑνὸς γερανοῦ. Οἱ ἐργάτες γιὰ νὰ τὸν ἀποφύγουν ἔπεσαν σὲ κρημνό βάθους δεκαπέντε μέτρων. Μεταφέρθηκαν στὸ νοσοκομεῖο.: [990, 921, 1177, 1016]
- phone-number: 214-224: [919, 1912, 979, 1927]
- robbery-kicker: Στὸ πενταμελὲς Ἀθηνῶν: [1100, 384, 1262, 403]
- article-text: Συνελήφθη ὑπὸ τῆς Ἀστυνομίας ἐργάτης κατηγορούμενος διὰ κλοπήν. Παραπέμπεται εἰς τὸν εἰσαγγελέα.: [211, 885, 401, 925]
- section-title: Νέα τῆς ΧΑΝΘ: [261, 934, 351, 949]
- brief-subhead: ΤΟΝ ΕΡΠΟΘΟΚΟΠΗΣΑΝ ΚΑΙ ΤΟΥ ΠΗΡΑΝ 60 ΔΡΧ.: [1398, 537, 1574, 566]
- memorial-notices: Τελοῦμεν αὔριον 10 π.μ. εἰς τὸν ἱερὸν ναὸν Ἁγίων Ἀποστόλων μνημόσυνον ὑπὲρ ἀναπαύσεως τῆς ψυχῆς τοῦ προσφιλοῦς μας συζύγου καὶ πατρὸς ΖΩΗΣ ΚΑΛΛΑΚΗ. Ἡ σύζυγος. Τὰ τέκνα. — Τελοῦμεν αὔριον 9.30 π.μ. μνημόσυνον ὑπὲρ ἀναπαύσεως τῆς ψυχῆς τοῦ ΕΥΑΓΓΕΛΟΥ ΜΑΛΑΜΙΔΗ. — Τελοῦμεν αὔριον 10.30 π.μ. εἰς τὸν ἱερὸν ναὸν Ἁγίου Μηνᾶ μνημόσυνον τῆς ΜΑΡΙΑΣ ΚΟΥΤΣΟΥΡΙΔΟΥ. Ὁ σύζυγος. Τὰ τέκνα. — Τελοῦμεν αὔριον 10 π.μ. μνημόσυνον τοῦ ΘΩΜΑ ΛΑΛΟΥ. Ἡ σύζυγος Εὐφροσύνη. Τὰ τέκνα. — Τελοῦμεν αὔριον 9.30 π.μ. μνημόσυνον τῆς ΛΑΖΑΡΙΑΣ ΛΑΖΑΡΙΔΗ. — Τελοῦμεν αὔριον 11 π.μ. μνημόσυνον τοῦ ΑΠΟΣΤΟΛΟΥ Ν. ΜΑΥΡΟΜΑΤΟΠΟΥΛΟΥ. — Τελοῦμεν αὔριον μνημόσυνον τοῦ ΓΕΩΡΓΙΟΥ ΜΑΤΣΟΥΚΗ. — Τελοῦμεν αὔριον μνημόσυνον τοῦ ΠΑΝΑΓΙΩΤΟΥ ΜΟΥΡΟΥΤΗ. — Τελοῦμεν αὔριον μνημόσυνον τοῦ ΠΑΝΑΓΙΩΤΟΥ ΝΟΥΝΤΑ. — Τελοῦμεν αὔριον μνημόσυνον τοῦ ΑΛΚΙΒΙΑΔΗ ΠΑΠΑΝΔΡΕΟΠΟΥΛΟΥ.: [602, 129, 781, 532]
- article-text: Τὸν δήμαρχον Θεσσαλονίκης κ. Στέργιον Βαλιώτην ἐπεσκέφθησαν ἀντιπρόσωποι τῶν ἐθελοντικῶν ὀργανώσεων τῆς πόλεως.: [8, 907, 200, 960]
- phone-label: Δ.Ε.Η. (βλάβαι): [789, 1942, 919, 1957]
- column-social: [8, 28, 200, 2295]
- section-header-koinonika: Κοινωνικά: [8, 32, 175, 74]
- memorials-col-c: [789, 128, 979, 2295]
